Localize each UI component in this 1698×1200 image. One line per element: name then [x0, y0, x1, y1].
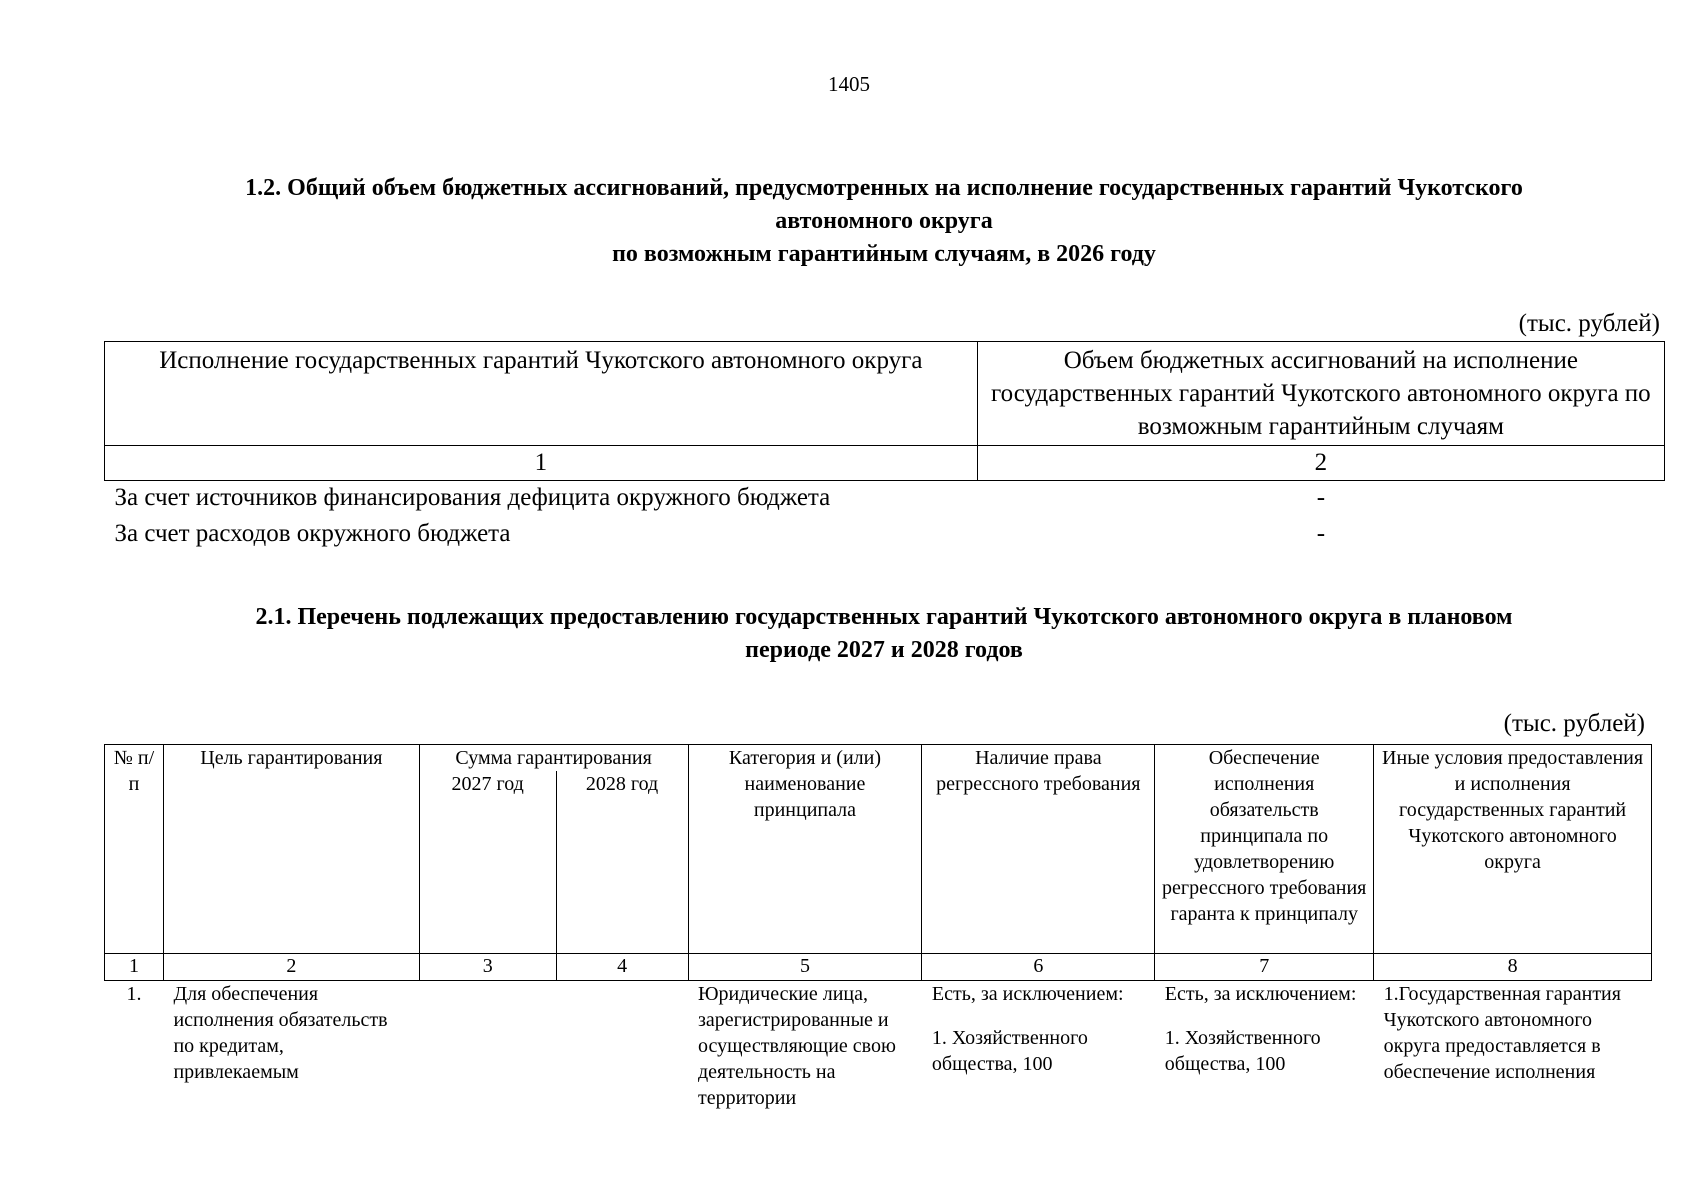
table2-colnum: 8: [1374, 954, 1652, 981]
table2-colnum: 1: [105, 954, 164, 981]
section1-units: (тыс. рублей): [1518, 310, 1660, 337]
table2-colnum: 3: [419, 954, 556, 981]
section1-title-line: автономного округа: [775, 208, 993, 234]
row-regress-a: Есть, за исключением:: [931, 983, 1124, 1005]
table1-row-value: -: [1316, 520, 1326, 547]
table1-header-col1: Исполнение государственных гарантий Чукотского автономного округа: [105, 342, 978, 446]
header-sum: Сумма гарантирования: [419, 745, 688, 772]
table2-colnum: 4: [556, 954, 688, 981]
table-row: [105, 517, 1665, 553]
section1-title: [110, 172, 1658, 271]
guarantee-budget-table: [104, 341, 1665, 553]
table2-colnum: 5: [688, 954, 922, 981]
table2-colnum: 7: [1155, 954, 1374, 981]
row-year-2027: [419, 981, 556, 1122]
table-row: [105, 981, 1652, 1122]
row-num: 1.: [126, 983, 142, 1005]
row-year-2028: [556, 981, 688, 1122]
table-row: [105, 481, 1665, 518]
row-regress-b: 1. Хозяйственного общества, 100: [931, 1027, 1088, 1075]
table1-row-value: -: [1316, 484, 1326, 511]
section2-units: (тыс. рублей): [1503, 710, 1645, 737]
table1-colnum: 1: [105, 446, 978, 481]
row-other: 1.Государственная гарантия Чукотского автономного округа предоставляется в обеспечение исполнения: [1383, 983, 1621, 1083]
row-regress: [922, 981, 1155, 1122]
header-security: Обеспечение исполнения обязательств принципала по удовлетворению регрессного требования гаранта к принципалу: [1155, 745, 1374, 954]
section1-title-line: по возможным гарантийным случаям, в 2026 году: [612, 241, 1156, 267]
header-num: № п/п: [105, 745, 164, 954]
table2-colnum: 6: [922, 954, 1155, 981]
table1-header-col2: Объем бюджетных ассигнований на исполнение государственных гарантий Чукотского автономного округа по возможным гарантийным случаям: [977, 342, 1664, 446]
row-security-b: 1. Хозяйственного общества, 100: [1164, 1027, 1321, 1075]
table2-colnum: 2: [163, 954, 419, 981]
section2-title-line: периоде 2027 и 2028 годов: [745, 637, 1023, 663]
table1-row-label: За счет источников финансирования дефицита окружного бюджета: [114, 484, 831, 511]
row-goal: Для обеспечения исполнения обязательств по кредитам, привлекаемым: [173, 983, 388, 1083]
guarantees-list-table: [104, 744, 1652, 1121]
header-other: Иные условия предоставления и исполнения государственных гарантий Чукотского автономного округа: [1374, 745, 1652, 954]
header-goal: Цель гарантирования: [163, 745, 419, 954]
header-principal: Категория и (или) наименование принципала: [688, 745, 922, 954]
row-security-a: Есть, за исключением:: [1164, 983, 1357, 1005]
header-year-2027: 2027 год: [419, 771, 556, 954]
section1-title-line: 1.2. Общий объем бюджетных ассигнований, предусмотренных на исполнение государственных гарантий Чукотского: [245, 175, 1523, 201]
section2-title-line: 2.1. Перечень подлежащих предоставлению государственных гарантий Чукотского автономного округа в плановом: [255, 604, 1513, 630]
row-security: [1155, 981, 1374, 1122]
section2-title: [110, 601, 1658, 667]
row-principal: Юридические лица, зарегистрированные и осуществляющие свою деятельность на территории: [698, 983, 896, 1109]
table1-colnum: 2: [977, 446, 1664, 481]
table1-row-label: За счет расходов окружного бюджета: [114, 520, 511, 547]
header-regress: Наличие права регрессного требования: [922, 745, 1155, 954]
header-year-2028: 2028 год: [556, 771, 688, 954]
page-number: 1405: [828, 72, 870, 96]
